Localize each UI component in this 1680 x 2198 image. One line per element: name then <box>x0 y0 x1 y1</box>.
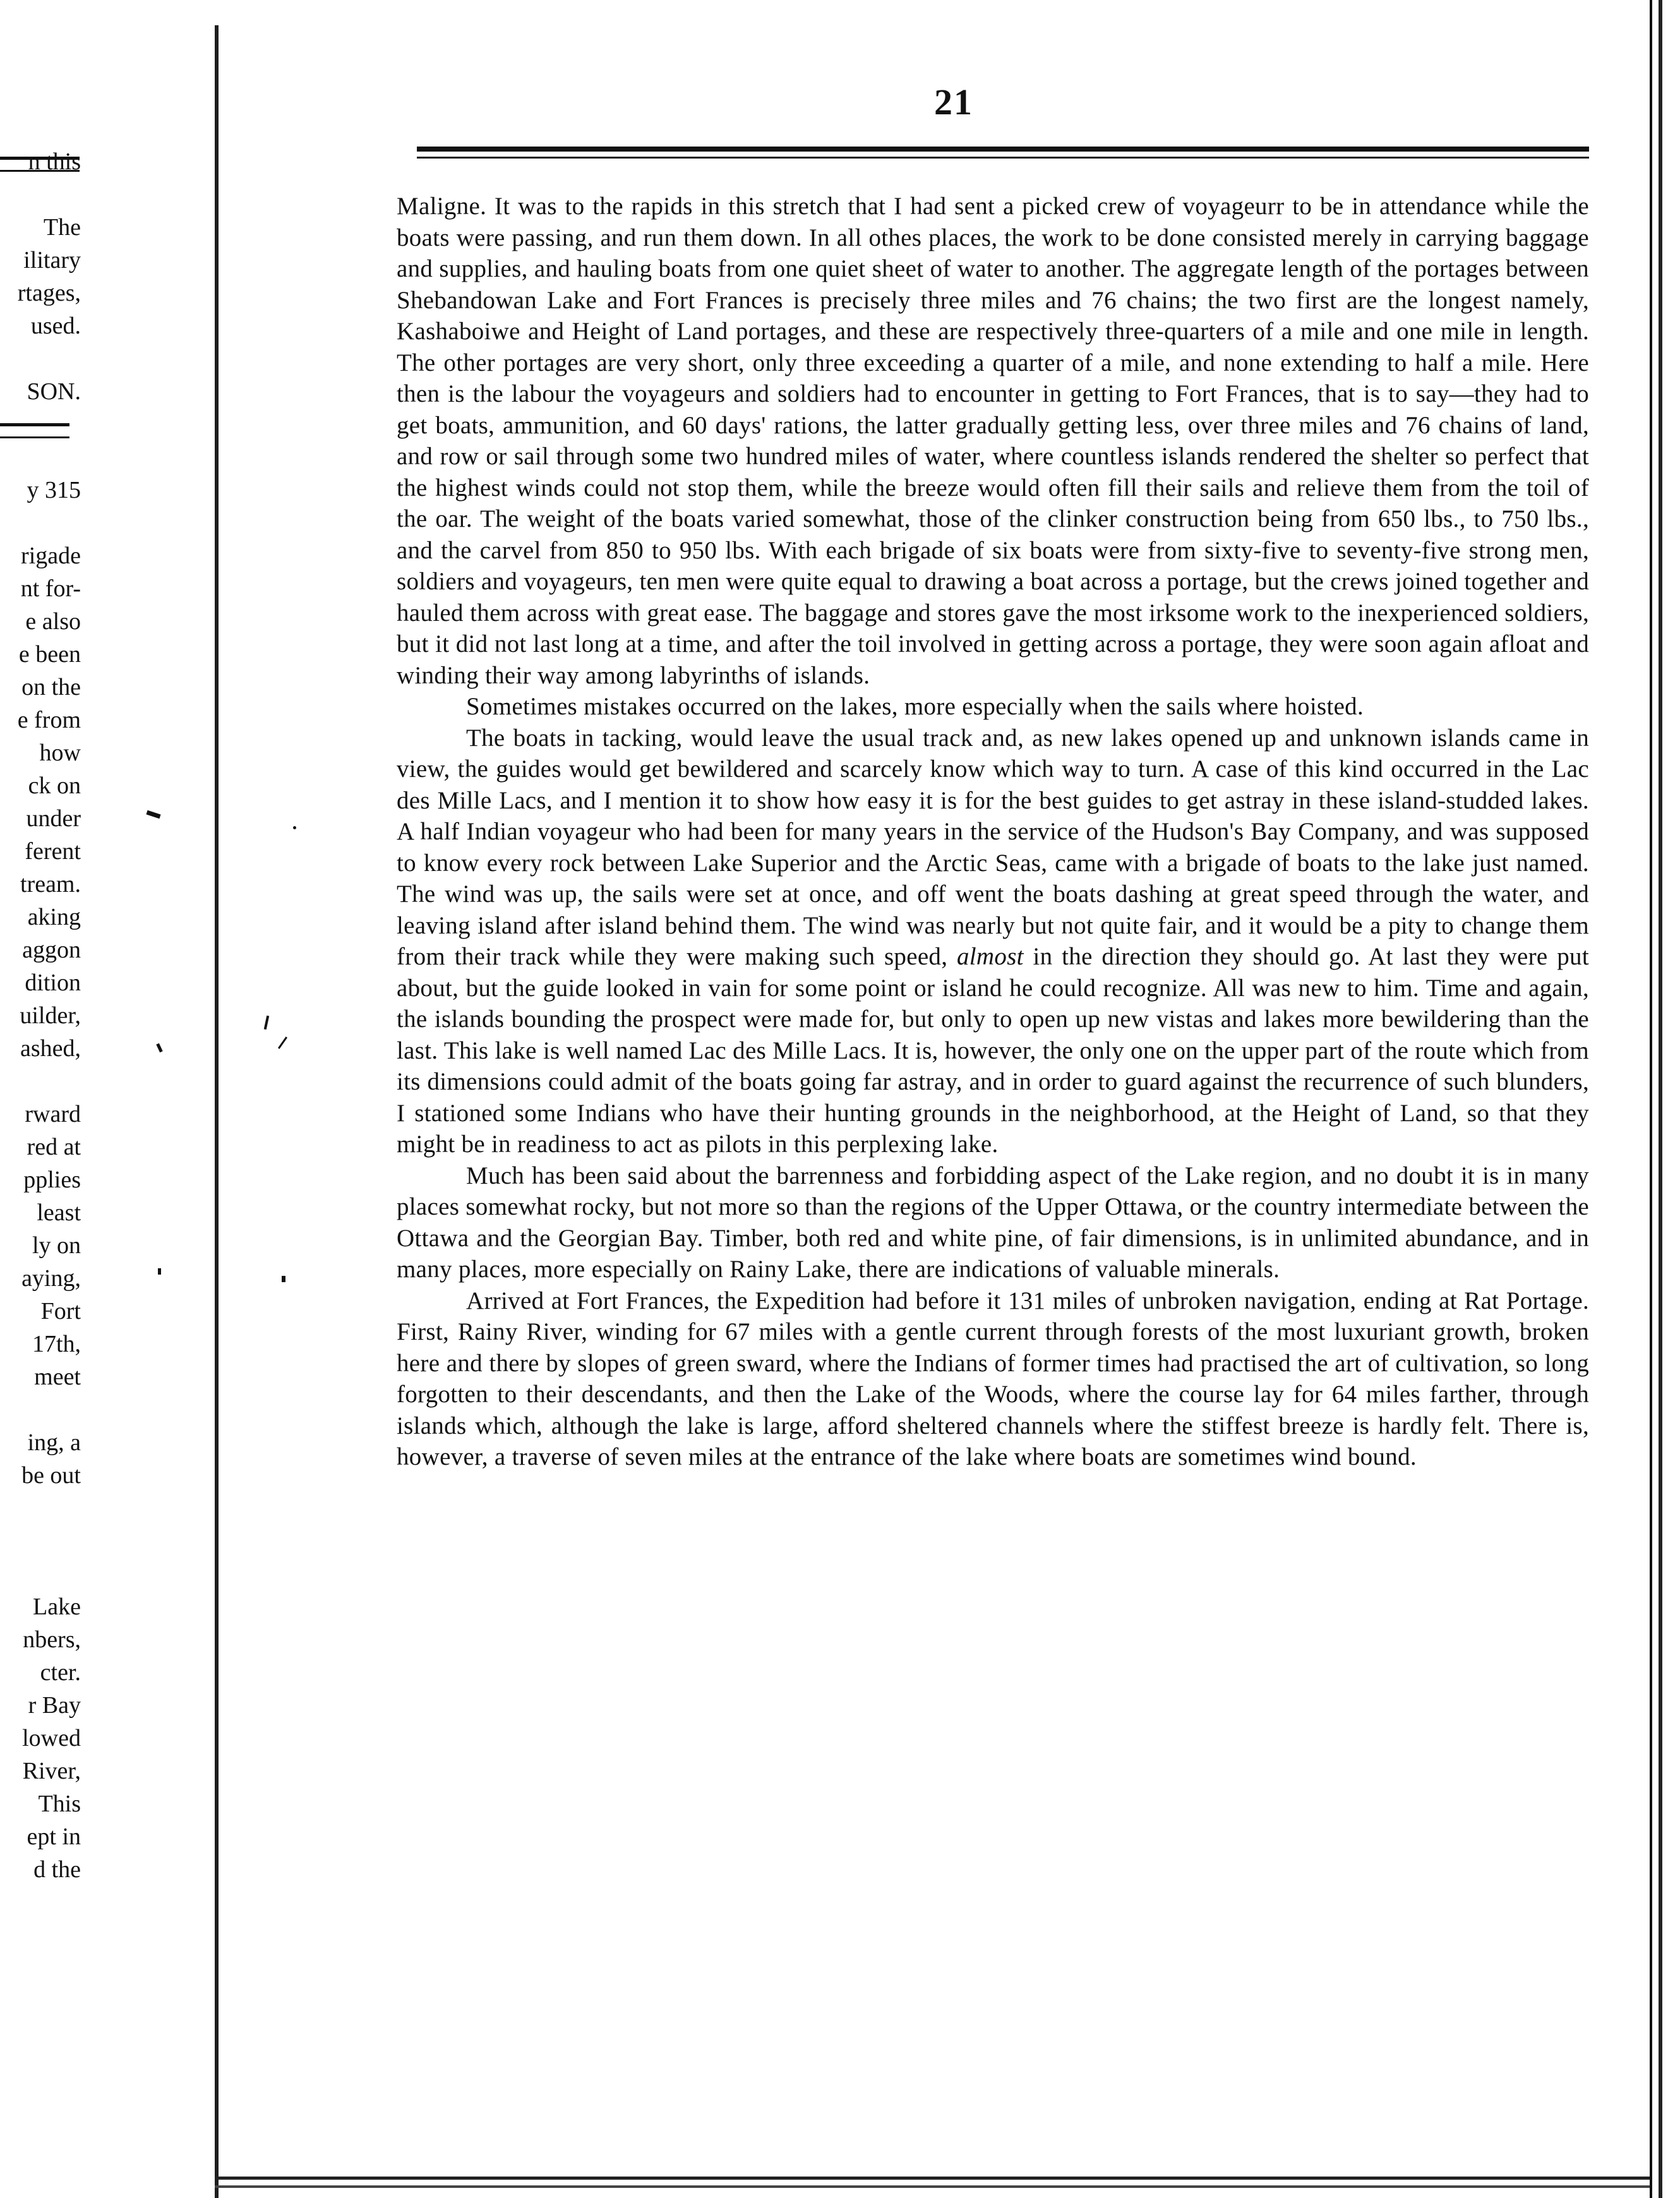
gutter-mark <box>282 1276 285 1282</box>
left-page-line: d the <box>33 1856 81 1883</box>
page-right-edge <box>1650 0 1680 2198</box>
gutter-mark <box>156 1043 162 1053</box>
page-bottom-edge <box>215 2177 1652 2180</box>
left-page-line: nt for- <box>20 575 81 602</box>
left-page-line: dition <box>25 970 81 996</box>
left-page-line: used. <box>30 313 81 339</box>
gutter-mark <box>264 1016 269 1030</box>
left-page-line: nbers, <box>23 1626 81 1653</box>
left-page-line: SON. <box>27 378 81 405</box>
page-bottom-edge-2 <box>215 2185 1652 2188</box>
gutter-mark <box>146 810 160 819</box>
left-page-line: e been <box>18 641 81 668</box>
left-page-line: how <box>39 740 81 766</box>
left-page-line: lowed <box>22 1725 81 1751</box>
left-page-fragment <box>0 145 81 1886</box>
left-page-line: ing, a <box>27 1429 81 1456</box>
left-page-line: e from <box>17 707 81 733</box>
left-page-line: aking <box>27 904 81 930</box>
paragraph-part: in the direction they should go. At last they were put about, but the guide looked in vain for some point or island he could recognize. All was new to him. Time and again, the islands bounding the prospect were made for, but only to open up new vistas and lakes more bewildering than the last. This lake is well named Lac des Mille Lacs. It is, however, the only one on the upper part of the route which from its dimensions could admit of the boats going far astray, and in order to guard against the recurrence of such blunders, I stationed some Indians who have their hunting grounds in the neighborhood, at the Height of Land, so that they might be in readiness to act as pilots in this perplexing lake. <box>397 943 1589 1158</box>
gutter-mark <box>293 826 296 829</box>
left-page-line: on the <box>21 674 81 700</box>
left-page-line: n this <box>28 148 81 175</box>
left-page-line: ashed, <box>20 1035 81 1062</box>
header-rule-thin <box>417 157 1589 159</box>
left-page-line: aggon <box>22 937 81 963</box>
left-page-line: ept in <box>27 1823 81 1850</box>
left-page-line: ferent <box>25 838 81 865</box>
left-page-line: pplies <box>23 1167 81 1193</box>
left-page-line <box>0 1492 81 1525</box>
italic-word: almost <box>957 943 1024 970</box>
left-page-line: ly on <box>32 1232 81 1259</box>
left-page-line: Lake <box>33 1594 81 1620</box>
left-page-line: under <box>26 805 81 832</box>
left-page-line <box>0 1525 81 1558</box>
left-page-line: tream. <box>20 871 81 898</box>
paragraph: Arrived at Fort Frances, the Expedition had before it 131 miles of unbroken navigation, ending at Rat Portage. First, Rainy River, winding for 67 miles with a gentle current through forests of the most luxuriant growth, broken here and there by slopes of green sward, where the Indians of former times had practised the art of cultivation, so long forgotten to their descendants, and then the Lake of the Woods, where the course lay for 64 miles farther, through islands which, although the lake is large, afford sheltered channels where the stiffest breeze is hardly felt. There is, however, a traverse of seven miles at the entrance of the lake where boats are sometimes wind bound. <box>397 1287 1589 1470</box>
left-page-line: 17th, <box>32 1331 81 1357</box>
left-page-line: rward <box>25 1101 81 1127</box>
paragraph-part: The boats in tacking, would leave the usual track and, as new lakes opened up and unknown islands came in view, the guides would get bewildered and scarcely know which way to turn. A case of this kind occurred in the Lac des Mille Lacs, and I mention it to show how easy it is for the best guides to get astray in these island-studded lakes. A half Indian voyageur who had been for many years in the service of the Hudson's Bay Company, and was supposed to know every rock between Lake Superior and the Arctic Seas, came with a brigade of boats to the lake just named. The wind was up, the sails were set at once, and off went the boats dashing at great speed through the water, and leaving island after island behind them. The wind was nearly but not quite fair, and it would be a pity to change them from their track while they were making such speed, <box>397 724 1589 970</box>
left-page-line <box>0 1558 81 1590</box>
left-page-line: River, <box>22 1758 81 1784</box>
paragraph: Maligne. It was to the rapids in this stretch that I had sent a picked crew of voyageurr to be in attendance while the boats were passing, and run them down. In all othes places, the work to be done consisted merely in carrying baggage and supplies, and hauling boats from one quiet sheet of water to another. The aggregate length of the portages between Shebandowan Lake and Fort Frances is precisely three miles and 76 chains; the two first are the longest namely, Kashaboiwe and Height of Land portages, and these are respectively three-quarters of a mile and one mile in length. The other portages are very short, only three exceeding a quarter of a mile, and none extending to half a mile. Here then is the labour the voyageurs and soldiers had to encounter in getting to Fort Frances, that is to say—they had to get boats, ammunition, and 60 days' rations, the latter gradually getting less, over three miles and 76 chains of land, and row or sail through some two hundred miles of water, where countless islands rendered the shelter so perfect that the highest winds could not stop them, while the breeze would often fill their sails and relieve them from the toil of the oar. The weight of the boats varied somewhat, those of the clinker construction being from 650 lbs., to 750 lbs., and the carvel from 850 to 950 lbs. With each brigade of six boats were from sixty-five to seventy-five strong men, soldiers and voyageurs, ten men were quite equal to drawing a boat across a portage, but the crews joined together and hauled them across with great ease. The baggage and stores gave the most irksome work to the inexperienced soldiers, but it did not last long at a time, and after the toil involved in getting across a portage, they were soon again afloat and winding their way among labyrinths of islands. <box>397 193 1589 689</box>
page-number: 21 <box>934 81 973 123</box>
paragraph <box>397 723 1589 1160</box>
left-page-line <box>0 1393 81 1426</box>
gutter-rule <box>215 25 219 2198</box>
left-page-line: uilder, <box>20 1002 81 1029</box>
left-page-line: This <box>38 1791 81 1817</box>
paragraph: Sometimes mistakes occurred on the lakes, more especially when the sails where hoisted. <box>466 693 1364 720</box>
body-text <box>397 191 1589 1473</box>
left-page-line <box>0 1065 81 1098</box>
left-page-line <box>0 408 81 441</box>
left-page-line: red at <box>27 1134 81 1160</box>
left-page-line: rtages, <box>17 280 81 306</box>
left-page-line <box>0 342 81 375</box>
left-page-line: rigade <box>21 543 81 569</box>
left-page-line: e also <box>25 608 81 635</box>
left-page-line: y 315 <box>27 477 81 503</box>
left-page-line: The <box>43 214 81 241</box>
left-page-line: aying, <box>21 1265 81 1292</box>
left-page-line: ck on <box>28 772 81 799</box>
header-rule <box>417 147 1589 152</box>
gutter-mark <box>158 1268 161 1275</box>
paragraph: Much has been said about the barrenness and forbidding aspect of the Lake region, and no doubt it is in many places somewhat rocky, but not more so than the regions of the Upper Ottawa, or the country intermediate between the Ottawa and the Georgian Bay. Timber, both red and white pine, of fair dimensions, is in unlimited abundance, and in many places, more especially on Rainy Lake, there are indications of valuable minerals. <box>397 1162 1589 1283</box>
left-page-line: be out <box>21 1462 81 1489</box>
left-page-line: meet <box>34 1364 81 1390</box>
left-page-line <box>0 178 81 211</box>
left-page-line <box>0 441 81 474</box>
left-page-line <box>0 507 81 539</box>
left-page-line: r Bay <box>28 1692 81 1719</box>
left-page-line: least <box>37 1199 81 1226</box>
left-page-line: cter. <box>40 1659 81 1686</box>
gutter-mark <box>278 1036 287 1049</box>
left-page-line: ilitary <box>23 247 81 273</box>
left-page-line: Fort <box>40 1298 81 1324</box>
